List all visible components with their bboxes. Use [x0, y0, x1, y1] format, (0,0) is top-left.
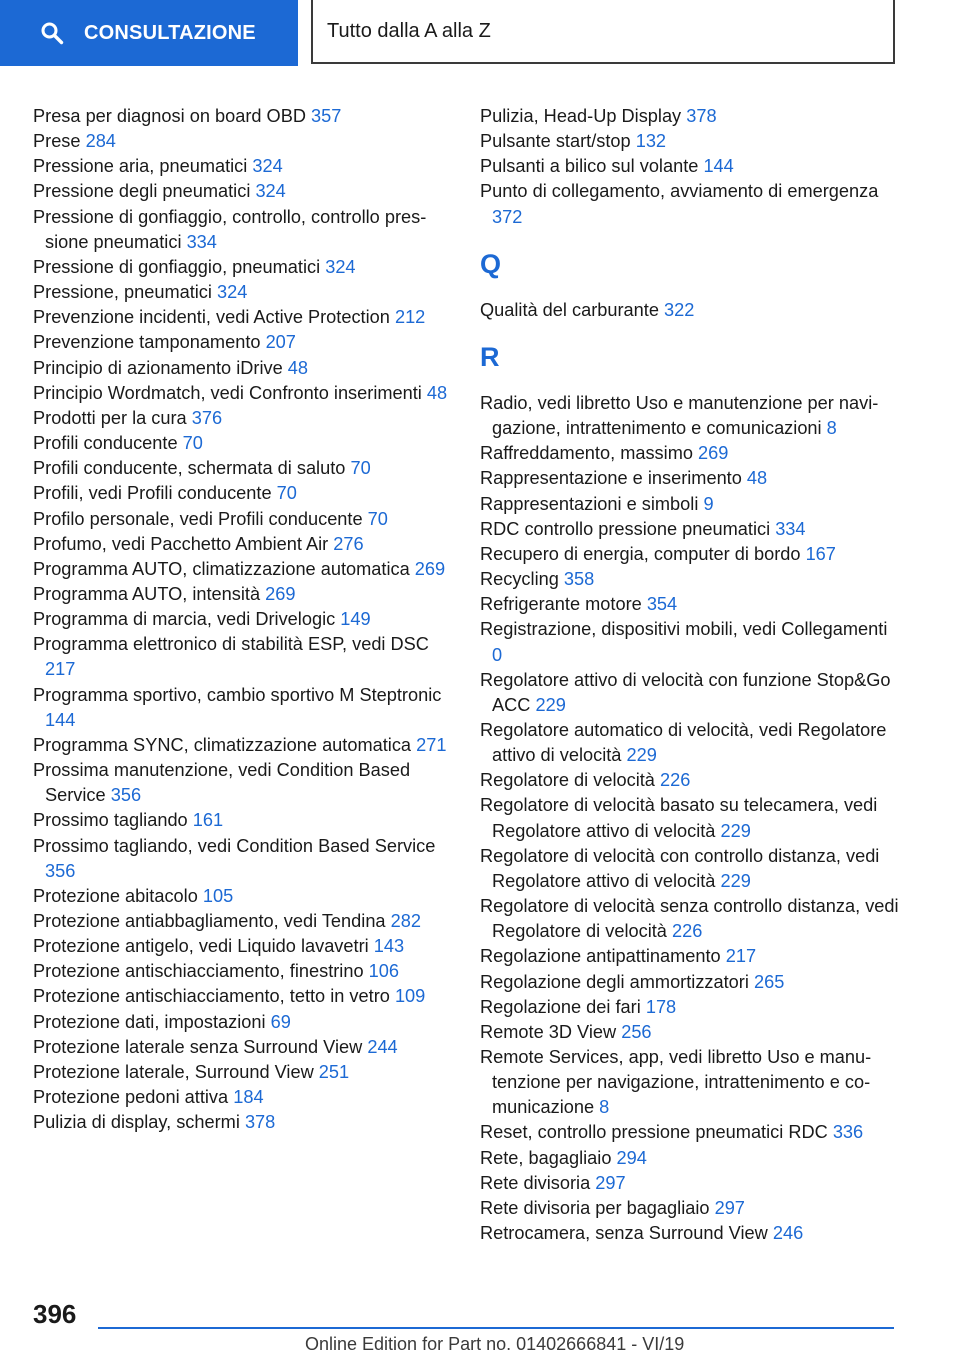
- index-entry: [480, 129, 900, 154]
- page-link[interactable]: 356: [110, 785, 142, 806]
- index-group-p-continued: [480, 104, 900, 230]
- index-column-right: [480, 104, 900, 1246]
- index-entry: [480, 995, 900, 1020]
- page-link[interactable]: 184: [233, 1087, 264, 1108]
- entry-text: Protezione antigelo, vedi Liquido lavavetri: [33, 936, 369, 957]
- index-entry: [33, 959, 453, 984]
- header: [0, 0, 960, 66]
- entry-text: Profili conducente, schermata di saluto: [33, 458, 346, 479]
- page-link[interactable]: 276: [333, 533, 364, 554]
- page-link[interactable]: 322: [664, 299, 695, 320]
- page-link[interactable]: 294: [616, 1147, 647, 1168]
- index-entry: [33, 205, 453, 255]
- entry-text: Refrigerante motore: [480, 594, 642, 615]
- section-label: CONSULTAZIONE: [84, 21, 256, 44]
- entry-text: Profili conducente: [33, 433, 178, 454]
- page-link[interactable]: 149: [340, 609, 371, 630]
- index-entry: [33, 632, 453, 682]
- footer-edition: Online Edition for Part no. 01402666841 - VI/19: [305, 1334, 685, 1354]
- page-link[interactable]: 244: [367, 1036, 398, 1057]
- page-link[interactable]: 376: [191, 407, 223, 428]
- index-entry: [33, 280, 453, 305]
- index-entry: [480, 391, 900, 441]
- index-entry: [480, 894, 900, 944]
- entry-text: Prossimo tagliando, vedi Condition Based Service: [33, 835, 436, 856]
- index-entry: [480, 542, 900, 567]
- page-link[interactable]: 9: [703, 493, 714, 514]
- page-link[interactable]: 229: [720, 820, 751, 841]
- index-entry: [33, 808, 453, 833]
- entry-text: Pressione, pneumatici: [33, 282, 212, 303]
- index-entry: [33, 683, 453, 733]
- page-link[interactable]: 282: [390, 911, 421, 931]
- entry-text: Programma di marcia, vedi Drivelogic: [33, 609, 336, 630]
- page-link[interactable]: 256: [621, 1021, 652, 1042]
- page-link[interactable]: 144: [45, 709, 76, 730]
- page-link[interactable]: 105: [202, 885, 234, 906]
- page-link[interactable]: 132: [635, 131, 667, 152]
- entry-text: Regolazione degli ammortizzatori: [480, 971, 749, 992]
- index-entry: [480, 793, 900, 843]
- index-entry: [480, 1120, 900, 1145]
- index-entry: [33, 456, 453, 481]
- entry-text: Regolazione dei fari: [480, 996, 641, 1017]
- page-link[interactable]: 217: [725, 946, 757, 967]
- index-letter-q: Q: [480, 248, 502, 279]
- page-link[interactable]: 265: [753, 971, 785, 992]
- index-entry: [33, 909, 453, 934]
- index-entry: [33, 758, 453, 808]
- page-link[interactable]: 48: [426, 382, 448, 403]
- index-entry: [480, 1196, 900, 1221]
- entry-text: Protezione laterale, Surround View: [33, 1061, 314, 1082]
- page-link[interactable]: 48: [746, 468, 768, 489]
- index-entry: [33, 431, 453, 456]
- index-entry: [480, 944, 900, 969]
- page-link[interactable]: 8: [826, 418, 837, 439]
- page-link[interactable]: 217: [45, 659, 76, 680]
- entry-text: Rete divisoria per bagagliaio: [480, 1197, 710, 1218]
- page-link[interactable]: 251: [318, 1061, 350, 1082]
- entry-text: Regolatore automatico di velocità, vedi Regolatore attivo di velocità: [480, 719, 887, 766]
- index-entry: [33, 179, 453, 204]
- entry-text: Qualità del carburante: [480, 299, 659, 320]
- index-entry: [33, 1085, 453, 1110]
- entry-text: Principio Wordmatch, vedi Confronto inserimenti: [33, 382, 422, 403]
- entry-text: Prevenzione incidenti, vedi Active Protection: [33, 307, 390, 328]
- page-link[interactable]: 226: [659, 770, 691, 791]
- index-entry: [33, 884, 453, 909]
- entry-text: Remote Services, app, vedi libretto Uso e manutenzione per navigazione, intrattenimento e comunicazione: [480, 1047, 872, 1118]
- index-entry: [480, 1221, 900, 1246]
- index-entry: [33, 733, 453, 758]
- entry-text: Prodotti per la cura: [33, 407, 187, 428]
- index-entry: [33, 356, 453, 381]
- entry-text: Prevenzione tamponamento: [33, 332, 261, 353]
- entry-text: Prese: [33, 131, 81, 152]
- entry-text: Reset, controllo pressione pneumatici RDC: [480, 1122, 828, 1143]
- index-entry: [480, 179, 900, 229]
- page-link[interactable]: 69: [270, 1011, 291, 1032]
- entry-text: Prossimo tagliando: [33, 810, 188, 831]
- entry-text: Regolatore di velocità senza controllo distanza, vedi Regolatore di velocità: [480, 896, 899, 942]
- entry-text: Retrocamera, senza Surround View: [480, 1223, 768, 1244]
- entry-text: Rete divisoria: [480, 1172, 591, 1193]
- entry-text: Protezione dati, impostazioni: [33, 1011, 266, 1032]
- page-link[interactable]: 226: [671, 921, 703, 942]
- page-link[interactable]: 372: [492, 206, 523, 227]
- index-column-left: [33, 104, 453, 1135]
- index-entry: [33, 834, 453, 884]
- page-link[interactable]: 269: [265, 583, 296, 604]
- page-link[interactable]: 269: [414, 558, 446, 579]
- index-entry: [480, 104, 900, 129]
- index-entry: [33, 1110, 453, 1135]
- index-entry: [480, 441, 900, 466]
- index-letter-r: R: [480, 341, 500, 372]
- entry-text: Pulsanti a bilico sul volante: [480, 156, 699, 177]
- entry-text: Programma SYNC, climatizzazione automatica: [33, 734, 412, 755]
- entry-text: Presa per diagnosi on board OBD: [33, 106, 306, 126]
- entry-text: Rappresentazione e inserimento: [480, 468, 742, 489]
- index-entry: [480, 1146, 900, 1171]
- entry-text: Pressione di gonfiaggio, pneumatici: [33, 256, 321, 277]
- index-entry: [480, 517, 900, 542]
- index-entry: [33, 582, 453, 607]
- entry-text: Protezione antischiacciamento, finestrino: [33, 961, 364, 982]
- page-link[interactable]: 106: [368, 961, 400, 982]
- page-link[interactable]: 70: [276, 483, 297, 504]
- index-entry: [33, 1035, 453, 1060]
- index-entry: [33, 330, 453, 355]
- page-link[interactable]: 246: [772, 1223, 804, 1244]
- page-link[interactable]: 0: [492, 644, 503, 665]
- page-link[interactable]: 229: [535, 694, 566, 715]
- index-entry: [480, 567, 900, 592]
- page-link[interactable]: 357: [311, 106, 342, 126]
- entry-text: Profumo, vedi Pacchetto Ambient Air: [33, 533, 329, 554]
- page-link[interactable]: 144: [703, 156, 734, 177]
- page-number: 396: [33, 1299, 77, 1329]
- index-entry: [33, 381, 453, 406]
- index-entry: [33, 532, 453, 557]
- page-link[interactable]: 324: [252, 156, 283, 177]
- entry-text: Protezione abitacolo: [33, 885, 198, 906]
- entry-text: Programma AUTO, climatizzazione automatica: [33, 558, 410, 579]
- page-link[interactable]: 229: [626, 745, 657, 766]
- consultazione-tab[interactable]: [0, 0, 298, 66]
- index-entry: [33, 129, 453, 154]
- entry-text: Regolatore di velocità: [480, 770, 655, 791]
- page-link[interactable]: 178: [645, 996, 677, 1017]
- entry-text: Pressione di gonfiaggio, controllo, controllo pressione pneumatici: [33, 206, 427, 252]
- index-entry: [480, 768, 900, 793]
- index-entry: [480, 718, 900, 768]
- index-group-q: [480, 298, 900, 323]
- page-link[interactable]: 143: [373, 936, 405, 957]
- index-entry: [480, 970, 900, 995]
- index-entry: [480, 1171, 900, 1196]
- index-entry: [33, 607, 453, 632]
- index-entry: [33, 305, 453, 330]
- index-entry: [480, 466, 900, 491]
- entry-text: Pressione degli pneumatici: [33, 181, 251, 202]
- page-link[interactable]: 284: [85, 131, 116, 152]
- index-entry: [33, 557, 453, 582]
- entry-text: Protezione laterale senza Surround View: [33, 1036, 363, 1057]
- index-entry: [33, 104, 453, 129]
- page-link[interactable]: 269: [698, 443, 729, 464]
- index-entry: [33, 1010, 453, 1035]
- entry-text: Principio di azionamento iDrive: [33, 357, 283, 378]
- entry-text: Pulizia di display, schermi: [33, 1112, 240, 1133]
- page-link[interactable]: 297: [595, 1172, 626, 1193]
- index-entry: [33, 507, 453, 532]
- entry-text: Protezione pedoni attiva: [33, 1087, 229, 1108]
- entry-text: Regolazione antipattinamento: [480, 946, 721, 967]
- index-entry: [480, 844, 900, 894]
- entry-text: Programma sportivo, cambio sportivo M Steptronic: [33, 684, 442, 705]
- index-entry: [33, 984, 453, 1009]
- page-link[interactable]: 48: [287, 357, 308, 378]
- entry-text: Remote 3D View: [480, 1021, 617, 1042]
- page-link[interactable]: 212: [394, 307, 426, 328]
- page-link[interactable]: 378: [244, 1112, 276, 1133]
- index-entry: [480, 668, 900, 718]
- entry-text: Protezione antischiacciamento, tetto in vetro: [33, 986, 390, 1007]
- breadcrumb-text: Tutto dalla A alla Z: [327, 19, 491, 42]
- index-group-r: [480, 391, 900, 1246]
- entry-text: Radio, vedi libretto Uso e manutenzione per navigazione, intrattenimento e comunicazioni: [480, 392, 879, 439]
- index-entry: [480, 1045, 900, 1120]
- entry-text: Punto di collegamento, avviamento di emergenza: [480, 181, 879, 202]
- entry-text: Pulizia, Head-Up Display: [480, 106, 682, 126]
- index-entry: [33, 481, 453, 506]
- entry-text: Profili, vedi Profili conducente: [33, 483, 272, 504]
- page-link[interactable]: 336: [832, 1122, 864, 1143]
- entry-text: Recycling: [480, 569, 559, 590]
- page-link[interactable]: 229: [720, 870, 751, 891]
- entry-text: Programma elettronico di stabilità ESP, vedi DSC: [33, 634, 429, 655]
- page-link[interactable]: 8: [599, 1097, 610, 1118]
- page-link[interactable]: 334: [775, 518, 806, 539]
- entry-text: Rappresentazioni e simboli: [480, 493, 699, 514]
- search-icon: [40, 21, 64, 45]
- entry-text: Programma AUTO, intensità: [33, 583, 261, 604]
- page-link[interactable]: 324: [217, 282, 248, 303]
- index-entry: [33, 406, 453, 431]
- page-link[interactable]: 161: [192, 810, 224, 831]
- index-entry: [33, 154, 453, 179]
- page-link[interactable]: 324: [325, 256, 356, 277]
- page-link[interactable]: 334: [186, 231, 217, 252]
- entry-text: RDC controllo pressione pneumatici: [480, 518, 771, 539]
- page-link[interactable]: 356: [45, 860, 76, 881]
- index-entry: [33, 255, 453, 280]
- page-link[interactable]: 70: [367, 508, 388, 529]
- page-link[interactable]: 167: [805, 543, 836, 564]
- page-link[interactable]: 354: [646, 594, 678, 615]
- entry-text: Profilo personale, vedi Profili conducente: [33, 508, 363, 529]
- entry-text: Regolatore di velocità basato su telecamera, vedi Regolatore attivo di velocità: [480, 795, 878, 841]
- entry-text: Protezione antiabbagliamento, vedi Tendina: [33, 911, 386, 931]
- page-link[interactable]: 70: [182, 433, 203, 454]
- index-entry: [33, 1060, 453, 1085]
- index-entry: [480, 1020, 900, 1045]
- page-link[interactable]: 207: [265, 332, 296, 353]
- entry-text: Registrazione, dispositivi mobili, vedi Collegamenti: [480, 619, 888, 640]
- page-link[interactable]: 109: [394, 986, 426, 1007]
- entry-text: Recupero di energia, computer di bordo: [480, 543, 801, 564]
- index-entry: [480, 592, 900, 617]
- entry-text: Raffreddamento, massimo: [480, 443, 693, 464]
- index-entry: [480, 617, 900, 667]
- index-entry: [480, 154, 900, 179]
- page-link[interactable]: 324: [255, 181, 286, 202]
- entry-text: Regolatore attivo di velocità con funzione Stop&Go ACC: [480, 669, 891, 715]
- entry-text: Regolatore di velocità con controllo distanza, vedi Regolatore attivo di velocità: [480, 845, 880, 891]
- page-link[interactable]: 297: [714, 1197, 745, 1218]
- breadcrumb[interactable]: [311, 0, 895, 64]
- index-entry: [33, 934, 453, 959]
- entry-text: Pressione aria, pneumatici: [33, 156, 248, 177]
- page-link[interactable]: 378: [686, 106, 717, 126]
- footer-divider: [98, 1327, 894, 1329]
- index-entry: [480, 492, 900, 517]
- entry-text: Prossima manutenzione, vedi Condition Based Service: [33, 760, 411, 806]
- page-link[interactable]: 271: [416, 734, 447, 755]
- page-link[interactable]: 70: [350, 458, 371, 479]
- entry-text: Pulsante start/stop: [480, 131, 631, 152]
- entry-text: Rete, bagagliaio: [480, 1147, 612, 1168]
- index-entry: [480, 298, 900, 323]
- page-link[interactable]: 358: [563, 569, 595, 590]
